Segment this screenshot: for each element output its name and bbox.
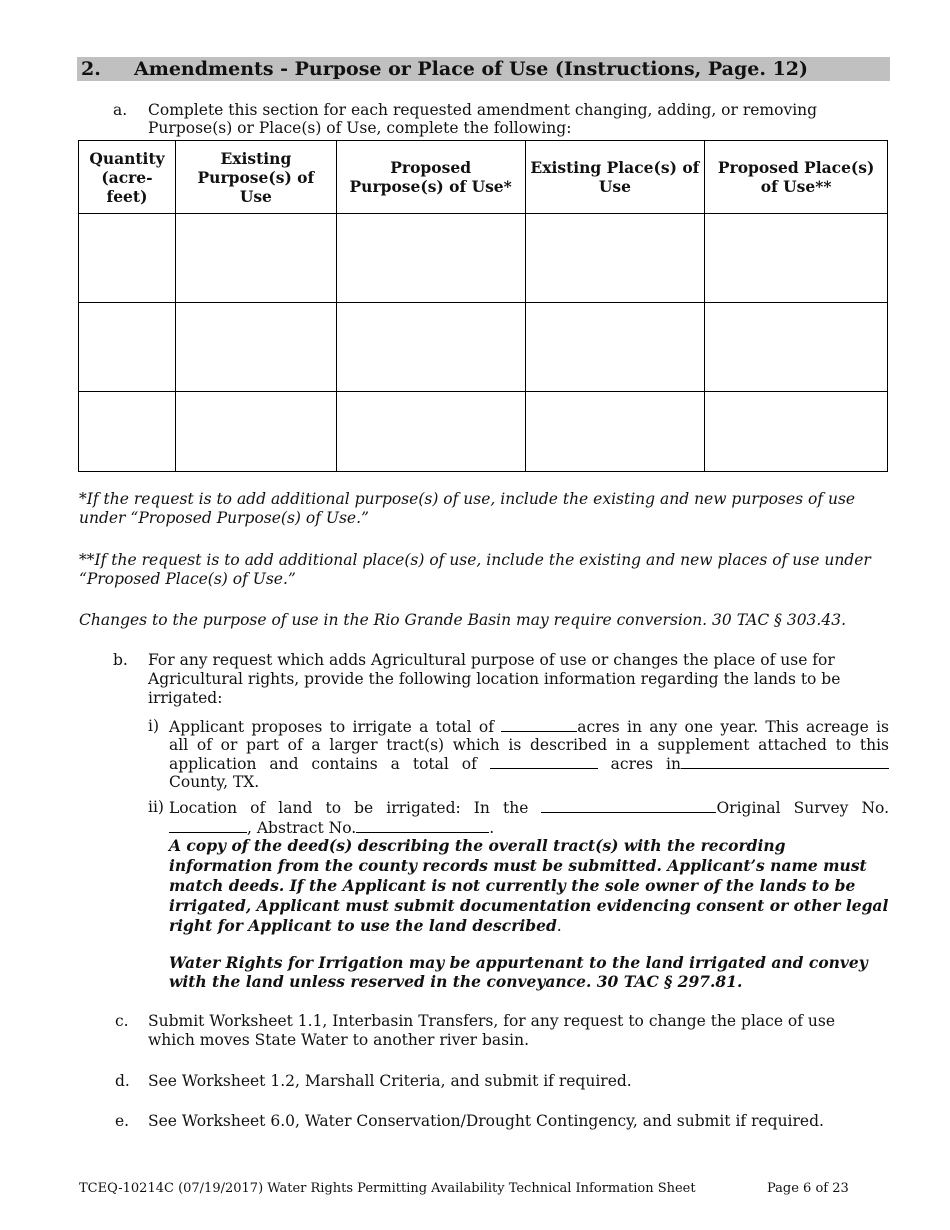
cell-existing-purpose[interactable] (175, 392, 336, 472)
cell-existing-purpose[interactable] (175, 303, 336, 392)
item-c-marker: c. (115, 1012, 129, 1030)
section-title: Amendments - Purpose or Place of Use (Instructions, Page. 12) (134, 58, 808, 80)
header-proposed-purpose: Proposed Purpose(s) of Use* (336, 141, 525, 214)
location-line-2: , Abstract No. . (169, 818, 889, 838)
cell-proposed-purpose[interactable] (336, 392, 525, 472)
item-b-ii-marker: ii) (148, 798, 164, 816)
location-line-1: Location of land to be irrigated: In the Original Survey No. (169, 799, 890, 817)
cell-proposed-purpose[interactable] (336, 303, 525, 392)
survey-number-blank[interactable] (169, 818, 247, 833)
survey-name-blank[interactable] (541, 798, 716, 813)
footnote-purpose: *If the request is to add additional purpose(s) of use, include the existing and new purposes of use under “Proposed Purpose(s) of Use.” (79, 490, 856, 527)
location-block (169, 798, 889, 838)
item-d-text: See Worksheet 1.2, Marshall Criteria, and submit if required. (148, 1072, 632, 1090)
cell-quantity[interactable] (79, 303, 176, 392)
acres-total-blank[interactable] (501, 717, 577, 732)
footnote-place: **If the request is to add additional place(s) of use, include the existing and new places of use under “Proposed Place(s) of Use.” (79, 551, 871, 588)
item-a-text: Complete this section for each requested amendment changing, adding, or removing Purpose(s) or Place(s) of Use, complete the following: (148, 101, 818, 137)
cell-proposed-place[interactable] (705, 303, 888, 392)
item-a-marker: a. (113, 101, 128, 119)
irrigation-line-1: Applicant proposes to irrigate a total of acres in any one year. This acreage is (169, 718, 889, 736)
item-e-text: See Worksheet 6.0, Water Conservation/Drought Contingency, and submit if required. (148, 1112, 824, 1130)
table-row (79, 303, 888, 392)
item-b-marker: b. (113, 651, 128, 669)
cell-proposed-place[interactable] (705, 392, 888, 472)
header-quantity: Quantity (acre-feet) (79, 141, 176, 214)
rio-grande-note: Changes to the purpose of use in the Rio Grande Basin may require conversion. 30 TAC § 303.43. (79, 611, 847, 629)
cell-proposed-place[interactable] (705, 214, 888, 303)
item-b-text: For any request which adds Agricultural purpose of use or changes the place of use for Agricultural rights, provide the following location information regarding the lands to be irrigated: (148, 651, 841, 707)
table-row (79, 392, 888, 472)
cell-quantity[interactable] (79, 392, 176, 472)
cell-existing-place[interactable] (525, 303, 705, 392)
appurtenant-rights-note: Water Rights for Irrigation may be appurtenant to the land irrigated and convey with the land unless reserved in the conveyance. 30 TAC § 297.81. (169, 953, 868, 991)
header-proposed-place: Proposed Place(s) of Use** (705, 141, 888, 214)
item-e-marker: e. (115, 1112, 130, 1130)
section-number: 2. (81, 58, 101, 80)
item-c-text: Submit Worksheet 1.1, Interbasin Transfers, for any request to change the place of use which moves State Water to another river basin. (148, 1012, 836, 1049)
irrigation-line-4: County, TX. (169, 773, 260, 791)
abstract-number-blank[interactable] (356, 818, 489, 833)
deed-requirement: A copy of the deed(s) describing the overall tract(s) with the recording information from the county records must be submitted. Applicant’s name must match deeds. If the Applicant is not currently the sole owner of the lands to be irrigated, Applicant must submit documentation evidencing consent or other legal right for Applicant to use the land described. (169, 836, 889, 935)
tract-acres-blank[interactable] (490, 754, 598, 769)
county-blank[interactable] (681, 754, 889, 769)
table-header-row (79, 141, 888, 214)
section-heading (77, 57, 890, 81)
irrigation-acreage-block (169, 717, 889, 791)
cell-existing-place[interactable] (525, 214, 705, 303)
footer-form-id: TCEQ-10214C (07/19/2017) Water Rights Permitting Availability Technical Information Sheet (79, 1181, 696, 1196)
cell-proposed-purpose[interactable] (336, 214, 525, 303)
footer-page-number: Page 6 of 23 (767, 1181, 849, 1196)
cell-existing-purpose[interactable] (175, 214, 336, 303)
irrigation-line-3: application and contains a total of acres in (169, 754, 889, 773)
item-b-i-marker: i) (148, 717, 160, 735)
item-d-marker: d. (115, 1072, 130, 1090)
amendment-table (78, 140, 888, 472)
table-row (79, 214, 888, 303)
cell-quantity[interactable] (79, 214, 176, 303)
header-existing-place: Existing Place(s) of Use (525, 141, 705, 214)
cell-existing-place[interactable] (525, 392, 705, 472)
irrigation-line-2: all of or part of a larger tract(s) which is described in a supplement attached to this (169, 736, 889, 754)
header-existing-purpose: Existing Purpose(s) of Use (175, 141, 336, 214)
